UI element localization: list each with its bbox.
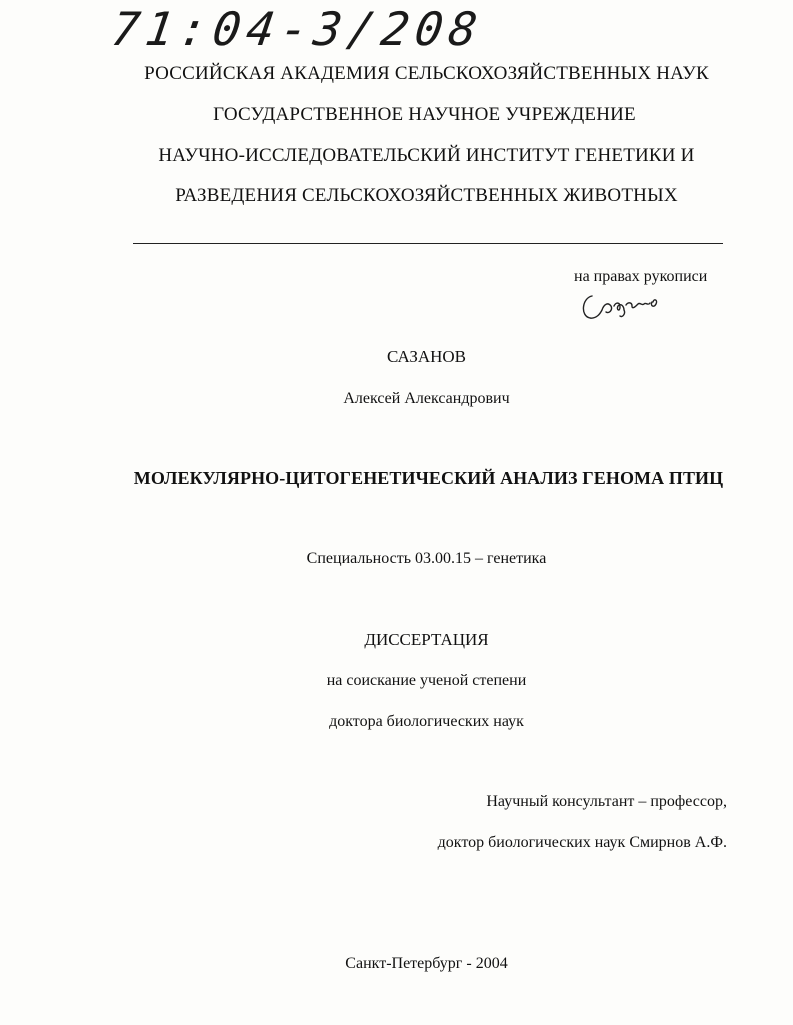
institution-line-2: ГОСУДАРСТВЕННОЕ НАУЧНОЕ УЧРЕЖДЕНИЕ bbox=[213, 104, 636, 125]
dissertation-title: МОЛЕКУЛЯРНО-ЦИТОГЕНЕТИЧЕСКИЙ АНАЛИЗ ГЕНОМА ПТИЦ bbox=[133, 468, 724, 488]
author-surname: САЗАНОВ bbox=[386, 347, 467, 366]
degree-line-2: доктора биологических наук bbox=[329, 713, 524, 730]
specialty: Специальность 03.00.15 – генетика bbox=[306, 550, 547, 567]
document-type: ДИССЕРТАЦИЯ bbox=[364, 630, 489, 649]
degree-line-1: на соискание ученой степени bbox=[326, 672, 527, 689]
institution-line-1: РОССИЙСКАЯ АКАДЕМИЯ СЕЛЬСКОХОЗЯЙСТВЕННЫХ НАУК bbox=[144, 63, 709, 84]
consultant-line-1: Научный консультант – профессор, bbox=[486, 793, 727, 810]
handwritten-signature bbox=[578, 288, 678, 324]
consultant-line-2: доктор биологических наук Смирнов А.Ф. bbox=[437, 834, 727, 851]
city-year: Санкт-Петербург - 2004 bbox=[345, 955, 508, 972]
archive-number: 71:04-3/208 bbox=[108, 2, 487, 56]
institution-line-3: НАУЧНО-ИССЛЕДОВАТЕЛЬСКИЙ ИНСТИТУТ ГЕНЕТИКИ И bbox=[158, 145, 695, 166]
institution-line-4: РАЗВЕДЕНИЯ СЕЛЬСКОХОЗЯЙСТВЕННЫХ ЖИВОТНЫХ bbox=[175, 185, 678, 206]
author-given-names: Алексей Александрович bbox=[343, 390, 510, 407]
divider-line bbox=[133, 243, 723, 244]
rights-note: на правах рукописи bbox=[574, 268, 708, 285]
